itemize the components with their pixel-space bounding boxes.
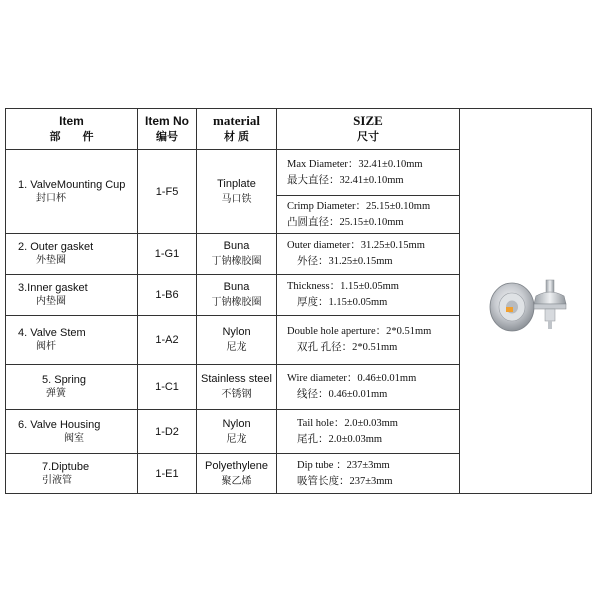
- item-en: 5. Spring: [42, 374, 87, 386]
- item-cn: 引液管: [42, 474, 72, 486]
- material-cn: 丁钠橡胶圈: [211, 297, 262, 308]
- item-cell: [6, 234, 138, 275]
- material-cn: 尼龙: [226, 342, 247, 353]
- size-line-en: Wire diameter：0.46±0.01mm: [287, 373, 417, 384]
- material-en: Polyethylene: [205, 459, 268, 472]
- item-cn: 弹簧: [46, 388, 66, 399]
- size-line-cn: 最大直径：32.41±0.10mm: [287, 174, 404, 186]
- material-cell: [197, 410, 277, 454]
- header-item-cn: 部 件: [49, 131, 94, 143]
- material-en: Stainless steel: [201, 373, 272, 385]
- item-cell: [6, 150, 138, 234]
- size-cell: [277, 234, 460, 275]
- size-line-en: Outer diameter：31.25±0.15mm: [287, 240, 425, 251]
- material-cell: [197, 454, 277, 494]
- item-cell: [6, 275, 138, 316]
- item-cn: 封口杯: [36, 192, 66, 204]
- header-item: [6, 109, 138, 150]
- header-no-cn: 编号: [156, 131, 178, 143]
- item-cell: [6, 365, 138, 410]
- size-cell: [277, 150, 460, 196]
- header-row: [6, 109, 592, 150]
- item-no-cell: 1-E1: [138, 454, 197, 494]
- material-en: Tinplate: [217, 177, 256, 190]
- header-size: [277, 109, 460, 150]
- item-no-cell: 1-D2: [138, 410, 197, 454]
- size-cell: [277, 316, 460, 365]
- material-cn: 不锈钢: [221, 389, 252, 400]
- item-cell: [6, 454, 138, 494]
- size-line-cn: 双孔 孔径：2*0.51mm: [297, 342, 398, 353]
- item-en: 2. Outer gasket: [18, 241, 94, 253]
- material-en: Nylon: [222, 326, 251, 338]
- size-cell: [277, 365, 460, 410]
- size-line-en: Thickness：1.15±0.05mm: [287, 281, 399, 292]
- size-line-cn: 凸圆直径：25.15±0.10mm: [287, 216, 404, 228]
- item-no-cell: 1-A2: [138, 316, 197, 365]
- size-cell: [277, 275, 460, 316]
- material-cn: 尼龙: [226, 433, 247, 445]
- item-no-cell: 1-B6: [138, 275, 197, 316]
- header-size-cn: 尺寸: [357, 131, 379, 143]
- size-line-en: Tail hole：2.0±0.03mm: [297, 417, 398, 429]
- header-item-no: [138, 109, 197, 150]
- item-no-cell: 1-C1: [138, 365, 197, 410]
- material-en: Buna: [223, 281, 250, 293]
- item-cell: [6, 316, 138, 365]
- header-material: [197, 109, 277, 150]
- size-cell: [277, 454, 460, 494]
- size-line-cn: 吸管长度：237±3mm: [297, 475, 393, 487]
- item-en: 1. ValveMounting Cup: [18, 178, 126, 191]
- aerosol-valve-icon: [488, 274, 584, 336]
- size-line-cn: 尾孔：2.0±0.03mm: [297, 433, 383, 445]
- material-cn: 聚乙烯: [221, 475, 252, 487]
- item-cn: 阀杆: [36, 341, 56, 352]
- material-cell: [197, 316, 277, 365]
- item-en: 6. Valve Housing: [18, 418, 101, 431]
- item-en: 3.Inner gasket: [18, 282, 88, 294]
- size-line-en: Double hole aperture：2*0.51mm: [287, 326, 432, 337]
- material-en: Buna: [223, 240, 250, 252]
- size-line-en: Max Diameter：32.41±0.10mm: [287, 158, 423, 170]
- item-no-cell: 1-F5: [138, 150, 197, 234]
- item-no-cell: 1-G1: [138, 234, 197, 275]
- header-item-en: Item: [59, 114, 84, 128]
- material-cell: [197, 234, 277, 275]
- header-size-en: SIZE: [353, 113, 383, 128]
- size-cell: [277, 196, 460, 234]
- size-line-cn: 线径：0.46±0.01mm: [297, 389, 388, 400]
- size-line-en: Dip tube ：237±3mm: [297, 459, 390, 471]
- item-cn: 阀室: [64, 432, 84, 444]
- material-cell: [197, 150, 277, 234]
- item-cell: [6, 410, 138, 454]
- material-en: Nylon: [222, 417, 251, 430]
- size-cell: [277, 410, 460, 454]
- item-en: 7.Diptube: [42, 460, 90, 473]
- material-cell: [197, 365, 277, 410]
- material-cn: 丁钠橡胶圈: [211, 256, 262, 267]
- header-no-en: Item No: [144, 114, 189, 128]
- size-line-cn: 外径：31.25±0.15mm: [297, 256, 393, 267]
- item-en: 4. Valve Stem: [18, 327, 86, 339]
- header-mat-en: material: [213, 113, 260, 128]
- material-cn: 马口铁: [221, 193, 252, 205]
- material-cell: [197, 275, 277, 316]
- item-cn: 外垫圈: [36, 255, 66, 266]
- size-line-en: Crimp Diameter：25.15±0.10mm: [287, 200, 431, 212]
- size-line-cn: 厚度：1.15±0.05mm: [297, 297, 388, 308]
- item-cn: 内垫圈: [36, 296, 66, 307]
- header-mat-cn: 材 质: [223, 131, 250, 143]
